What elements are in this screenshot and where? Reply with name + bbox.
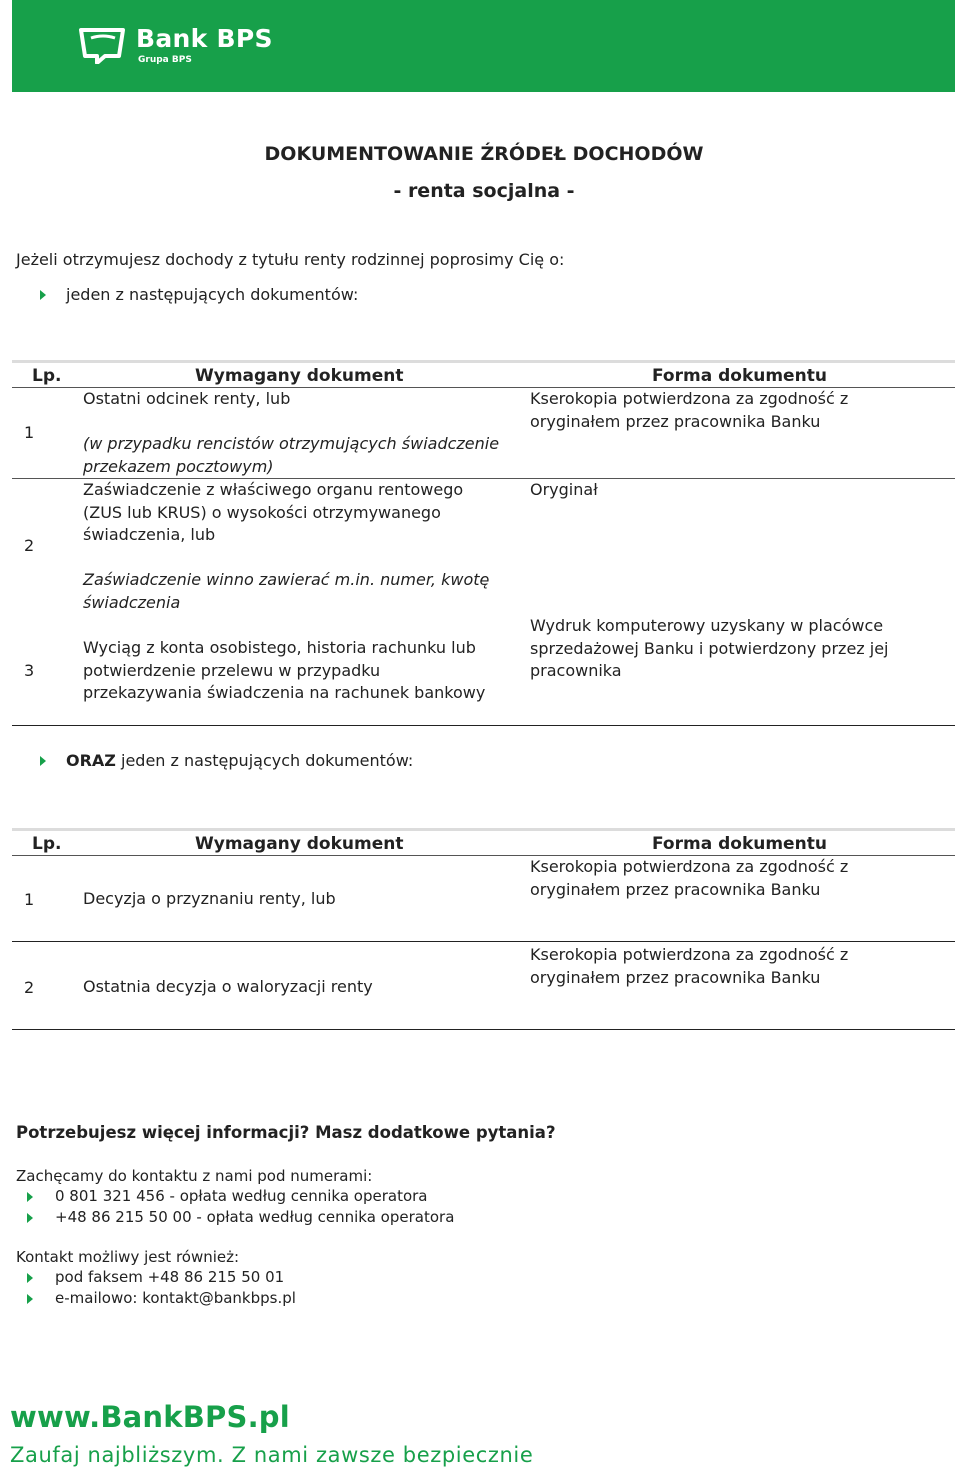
table1-row1-lp: 1 xyxy=(24,423,35,442)
page-title: DOKUMENTOWANIE ŹRÓDEŁ DOCHODÓW xyxy=(264,143,704,165)
bank-logo-icon xyxy=(77,26,129,64)
bullet-arrow-icon xyxy=(40,290,46,300)
table1-header-lp: Lp. xyxy=(32,366,62,386)
table1-top-rule xyxy=(12,360,955,363)
table2-row2-form: Kserokopia potwierdzona za zgodność z oryginałem przez pracownika Banku xyxy=(530,945,849,987)
page-subtitle: - renta socjalna - xyxy=(393,180,575,202)
table2-top-rule xyxy=(12,828,955,831)
bullet-arrow-icon xyxy=(27,1192,33,1202)
table1-header-doc: Wymagany dokument xyxy=(195,366,404,386)
table2-row2-doc: Ostatnia decyzja o waloryzacji renty xyxy=(83,977,373,996)
table1-row3-doc: Wyciąg z konta osobistego, historia rachunku lub potwierdzenie przelewu w przypadku przekazywania świadczenia na rachunek bankowy xyxy=(83,638,486,702)
header-banner xyxy=(12,0,955,92)
section2-bullet-rest: jeden z następujących dokumentów: xyxy=(115,751,414,770)
table1-row1-doc: Ostatni odcinek renty, lub xyxy=(83,389,291,408)
section2-bullet xyxy=(66,751,413,770)
table2-row1-lp: 1 xyxy=(24,890,35,909)
bullet-arrow-icon xyxy=(27,1273,33,1283)
table1-row2-form: Oryginał xyxy=(530,480,598,499)
table2-row2-lp: 2 xyxy=(24,978,35,997)
bullet-arrow-icon xyxy=(40,756,46,766)
contact-phone-2[interactable]: +48 86 215 50 00 - opłata według cennika operatora xyxy=(55,1208,455,1226)
section2-bullet-bold: ORAZ xyxy=(66,751,116,770)
table1-row3-lp: 3 xyxy=(24,661,35,680)
contact-heading: Potrzebujesz więcej informacji? Masz dodatkowe pytania? xyxy=(16,1123,556,1142)
table1-row3-form: Wydruk komputerowy uzyskany w placówce sprzedażowej Banku i potwierdzony przez jej pracownika xyxy=(530,616,889,680)
table2-header-doc: Wymagany dokument xyxy=(195,834,404,854)
footer-url-link[interactable]: www.BankBPS.pl xyxy=(10,1400,290,1434)
brand-group: Grupa BPS xyxy=(138,55,192,65)
table1-row2-lp: 2 xyxy=(24,536,35,555)
bullet-arrow-icon xyxy=(27,1294,33,1304)
bullet-arrow-icon xyxy=(27,1213,33,1223)
table1-row2-note: Zaświadczenie winno zawierać m.in. numer, kwotę świadczenia xyxy=(83,570,490,612)
table1-row1-note: (w przypadku rencistów otrzymujących świadczenie przekazem pocztowym) xyxy=(83,434,500,476)
section1-bullet: jeden z następujących dokumentów: xyxy=(66,285,359,304)
contact-other-intro: Kontakt możliwy jest również: xyxy=(16,1248,240,1266)
table1-row2-doc: Zaświadczenie z właściwego organu rentowego (ZUS lub KRUS) o wysokości otrzymywanego świadczenia, lub xyxy=(83,480,464,544)
contact-phone-1[interactable]: 0 801 321 456 - opłata według cennika operatora xyxy=(55,1187,428,1205)
table2-bottom-rule xyxy=(12,1029,955,1030)
table2-row1-form: Kserokopia potwierdzona za zgodność z oryginałem przez pracownika Banku xyxy=(530,857,849,899)
table2-header-lp: Lp. xyxy=(32,834,62,854)
table2-row1-doc: Decyzja o przyznaniu renty, lub xyxy=(83,889,336,908)
table1-bottom-rule xyxy=(12,725,955,726)
table2-row1-rule xyxy=(12,941,955,942)
footer-slogan: Zaufaj najbliższym. Z nami zawsze bezpiecznie xyxy=(10,1443,534,1467)
table1-row1-form: Kserokopia potwierdzona za zgodność z oryginałem przez pracownika Banku xyxy=(530,389,849,431)
contact-email-link[interactable]: e-mailowo: kontakt@bankbps.pl xyxy=(55,1289,296,1307)
contact-phones-intro: Zachęcamy do kontaktu z nami pod numerami: xyxy=(16,1167,373,1185)
brand-name: Bank BPS xyxy=(136,24,273,53)
intro-text: Jeżeli otrzymujesz dochody z tytułu renty rodzinnej poprosimy Cię o: xyxy=(16,250,565,269)
contact-fax: pod faksem +48 86 215 50 01 xyxy=(55,1268,285,1286)
table1-header-form: Forma dokumentu xyxy=(652,366,827,386)
table2-header-form: Forma dokumentu xyxy=(652,834,827,854)
